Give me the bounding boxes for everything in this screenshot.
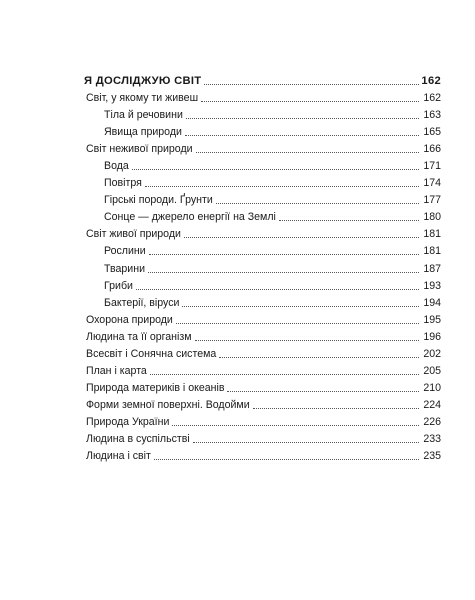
dot-leader xyxy=(196,152,419,153)
toc-entry-page-number: 163 xyxy=(423,109,441,122)
toc-entry-title: План і карта xyxy=(86,364,147,377)
dot-leader xyxy=(253,408,419,409)
dot-leader xyxy=(150,374,419,375)
toc-section-heading xyxy=(84,70,441,88)
dot-leader xyxy=(186,118,419,119)
toc-entry xyxy=(84,207,441,224)
toc-entry-title: Тварини xyxy=(104,262,145,275)
toc-entry xyxy=(84,224,441,241)
toc-entry-title: Всесвіт і Сонячна система xyxy=(86,347,217,360)
toc-entry-title: Форми земної поверхні. Водойми xyxy=(86,398,250,411)
toc-entry-page-number: 162 xyxy=(423,92,441,105)
dot-leader xyxy=(132,169,419,170)
dot-leader xyxy=(204,84,419,85)
toc-entry xyxy=(84,122,441,139)
toc-entry xyxy=(84,241,441,258)
toc-entry-page-number: 162 xyxy=(421,75,441,87)
toc-entry-page-number: 165 xyxy=(423,126,441,139)
toc-entry-page-number: 226 xyxy=(423,415,441,428)
toc-entry-page-number: 196 xyxy=(423,330,441,343)
dot-leader xyxy=(193,442,419,443)
toc-entry-page-number: 174 xyxy=(423,177,441,190)
dot-leader xyxy=(154,459,419,460)
toc-entry xyxy=(84,412,441,429)
toc-entry-page-number: 177 xyxy=(423,194,441,207)
toc-entry xyxy=(84,258,441,275)
toc-entry-page-number: 187 xyxy=(423,262,441,275)
toc-entry-title: Рослини xyxy=(104,245,146,258)
toc-entry xyxy=(84,327,441,344)
toc-entry-title: Повітря xyxy=(104,177,142,190)
toc-entry-page-number: 180 xyxy=(423,211,441,224)
dot-leader xyxy=(182,306,419,307)
toc-entry xyxy=(84,378,441,395)
toc-entry xyxy=(84,310,441,327)
toc-entry xyxy=(84,88,441,105)
toc-entry-page-number: 210 xyxy=(423,381,441,394)
toc-entry-title: Світ неживої природи xyxy=(86,143,193,156)
dot-leader xyxy=(219,357,419,358)
dot-leader xyxy=(149,254,419,255)
toc-entry xyxy=(84,293,441,310)
toc-entry-page-number: 205 xyxy=(423,364,441,377)
dot-leader xyxy=(176,323,419,324)
toc-entry-page-number: 195 xyxy=(423,313,441,326)
toc-entry xyxy=(84,190,441,207)
dot-leader xyxy=(184,237,419,238)
toc-entry xyxy=(84,276,441,293)
toc-entry-title: Явища природи xyxy=(104,126,182,139)
toc-entry-page-number: 181 xyxy=(423,245,441,258)
toc-entry-title: Природа України xyxy=(86,415,170,428)
dot-leader xyxy=(185,135,419,136)
toc-entry-title: Гриби xyxy=(104,279,133,292)
toc-entry-title: Людина в суспільстві xyxy=(86,432,190,445)
toc-entry xyxy=(84,156,441,173)
toc-entry-title: Охорона природи xyxy=(86,313,173,326)
dot-leader xyxy=(216,203,419,204)
toc-entry-title: Я ДОСЛІДЖУЮ СВІТ xyxy=(84,75,202,87)
toc-entry-page-number: 193 xyxy=(423,279,441,292)
dot-leader xyxy=(136,289,419,290)
toc-entry-page-number: 166 xyxy=(423,143,441,156)
toc-entry-title: Тіла й речовини xyxy=(104,109,183,122)
toc-entry-title: Людина та її організм xyxy=(86,330,192,343)
toc-entry xyxy=(84,361,441,378)
toc-entry xyxy=(84,395,441,412)
toc-entry xyxy=(84,173,441,190)
dot-leader xyxy=(148,272,419,273)
toc-entry-page-number: 171 xyxy=(423,160,441,173)
toc-entry xyxy=(84,446,441,463)
toc-entry xyxy=(84,105,441,122)
toc-entry-title: Людина і світ xyxy=(86,450,151,463)
toc-entry xyxy=(84,139,441,156)
toc-entry xyxy=(84,429,441,446)
toc-entry-page-number: 181 xyxy=(423,228,441,241)
toc-entry-title: Світ живої природи xyxy=(86,228,181,241)
toc-entry-page-number: 235 xyxy=(423,450,441,463)
dot-leader xyxy=(195,340,420,341)
toc-entry-title: Бактерії, віруси xyxy=(104,296,180,309)
dot-leader xyxy=(201,101,419,102)
toc-entry-page-number: 202 xyxy=(423,347,441,360)
toc-entry-title: Вода xyxy=(104,160,129,173)
toc-entry-title: Гірські породи. Ґрунти xyxy=(104,194,213,207)
dot-leader xyxy=(145,186,419,187)
dot-leader xyxy=(172,425,419,426)
toc-entry-title: Сонце — джерело енергії на Землі xyxy=(104,211,276,224)
dot-leader xyxy=(279,220,419,221)
toc-entry-page-number: 233 xyxy=(423,432,441,445)
toc-entry-page-number: 224 xyxy=(423,398,441,411)
table-of-contents xyxy=(84,70,441,463)
dot-leader xyxy=(227,391,419,392)
toc-entry-title: Природа материків і океанів xyxy=(86,381,225,394)
toc-entry xyxy=(84,344,441,361)
toc-entry-title: Світ, у якому ти живеш xyxy=(86,92,199,105)
toc-entry-page-number: 194 xyxy=(423,296,441,309)
